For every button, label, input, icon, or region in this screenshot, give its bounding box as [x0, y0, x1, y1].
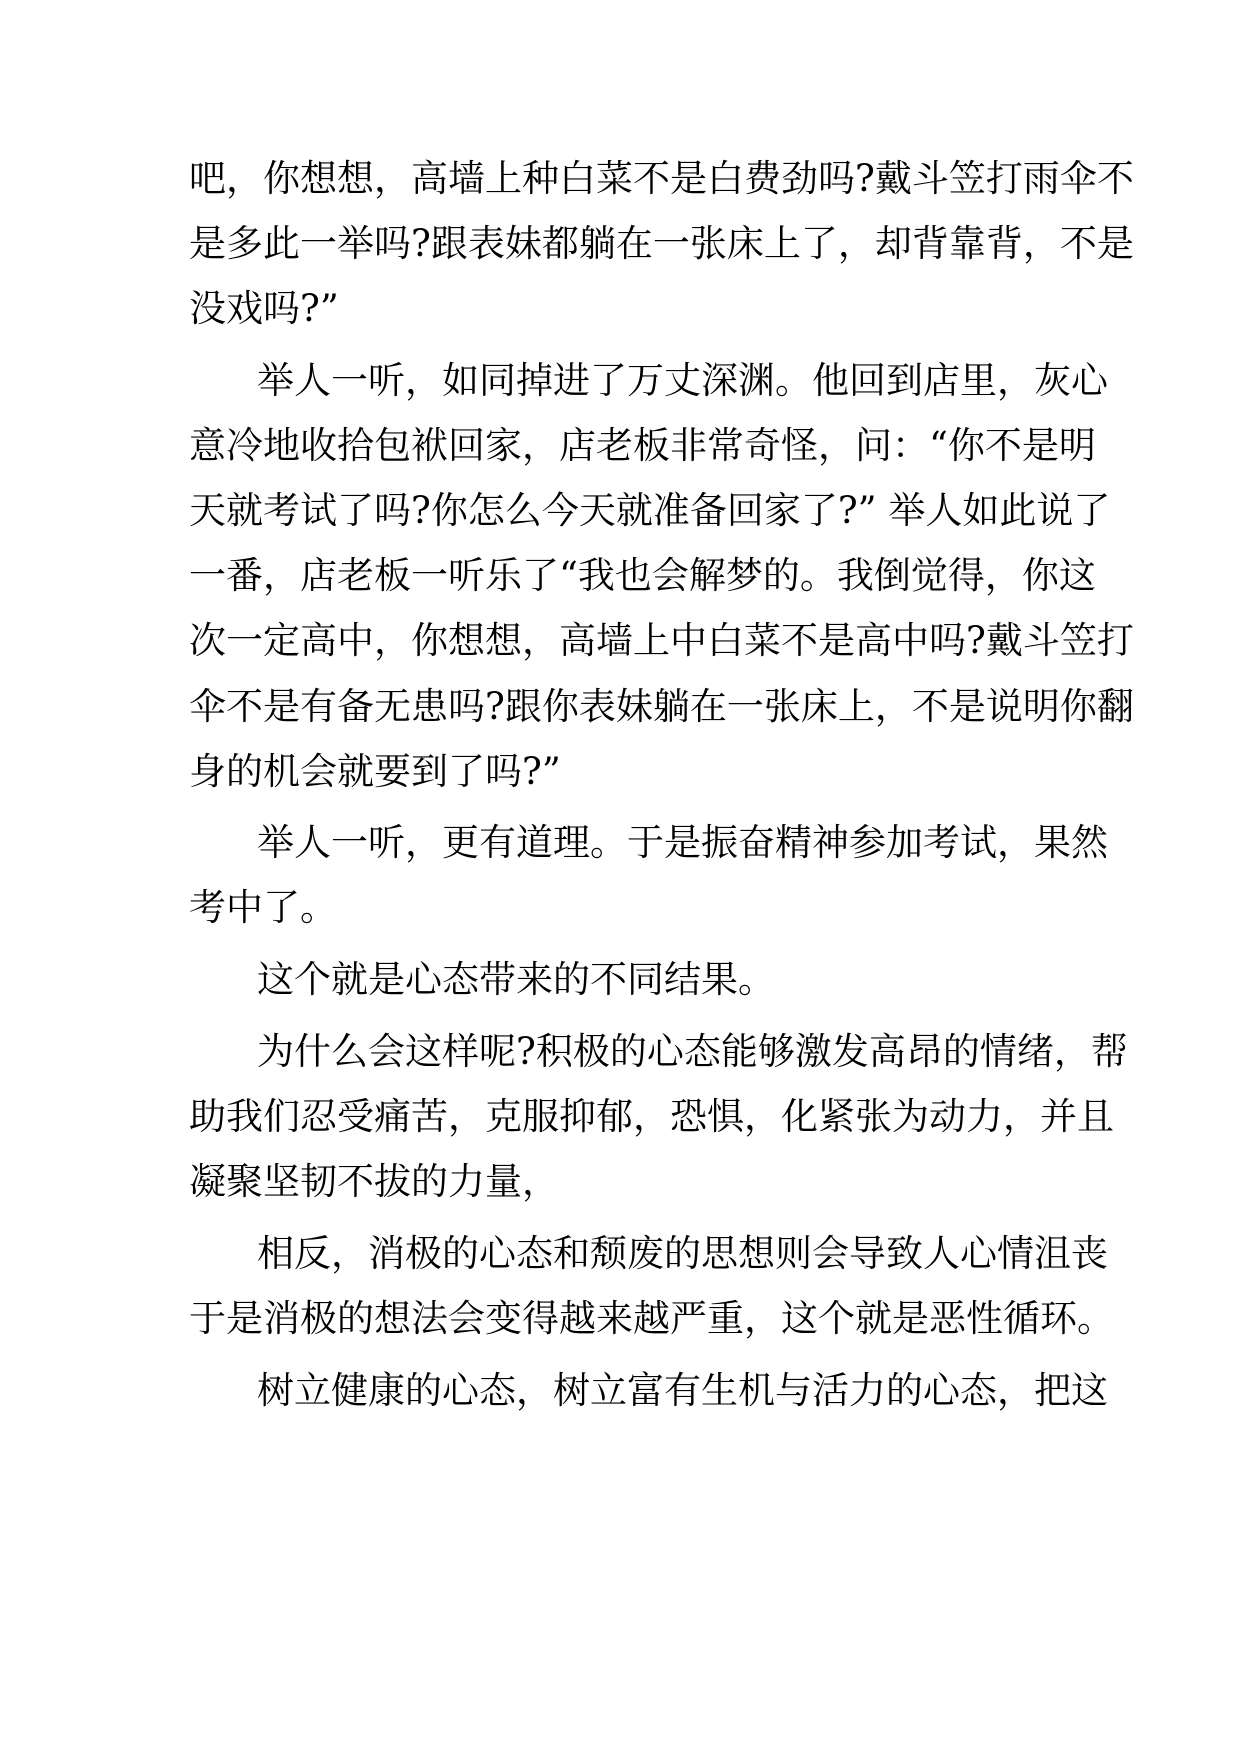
text-line: 助我们忍受痛苦，克服抑郁，恐惧，化紧张为动力，并且 [189, 1095, 1114, 1138]
text-line: 身的机会就要到了吗?” [189, 750, 561, 793]
text-line: 举人一听，更有道理。于是振奋精神参加考试，果然 [257, 821, 1108, 864]
text-line: 是多此一举吗?跟表妹都躺在一张床上了，却背靠背，不是 [189, 222, 1134, 265]
text-line: 凝聚坚韧不拔的力量， [189, 1160, 559, 1203]
text-line: 意冷地收拾包袱回家，店老板非常奇怪，问：“你不是明 [189, 424, 1096, 467]
text-line: 树立健康的心态，树立富有生机与活力的心态，把这 [257, 1369, 1108, 1412]
text-line: 举人一听，如同掉进了万丈深渊。他回到店里，灰心 [257, 359, 1108, 402]
text-line: 一番，店老板一听乐了“我也会解梦的。我倒觉得，你这 [189, 554, 1096, 597]
text-line: 次一定高中，你想想，高墙上中白菜不是高中吗?戴斗笠打 [189, 619, 1134, 662]
text-line: 相反，消极的心态和颓废的思想则会导致人心情沮丧 [257, 1232, 1108, 1275]
text-line: 没戏吗?” [189, 287, 339, 330]
text-line: 这个就是心态带来的不同结果。 [257, 958, 775, 1001]
text-line: 天就考试了吗?你怎么今天就准备回家了?” 举人如此说了 [189, 489, 1111, 532]
text-line: 于是消极的想法会变得越来越严重，这个就是恶性循环。 [189, 1297, 1114, 1340]
text-line: 伞不是有备无患吗?跟你表妹躺在一张床上，不是说明你翻 [189, 685, 1134, 728]
text-line: 为什么会这样呢?积极的心态能够激发高昂的情绪，帮 [257, 1030, 1128, 1073]
text-line: 考中了。 [189, 886, 337, 929]
text-line: 吧，你想想，高墙上种白菜不是白费劲吗?戴斗笠打雨伞不 [189, 157, 1134, 200]
